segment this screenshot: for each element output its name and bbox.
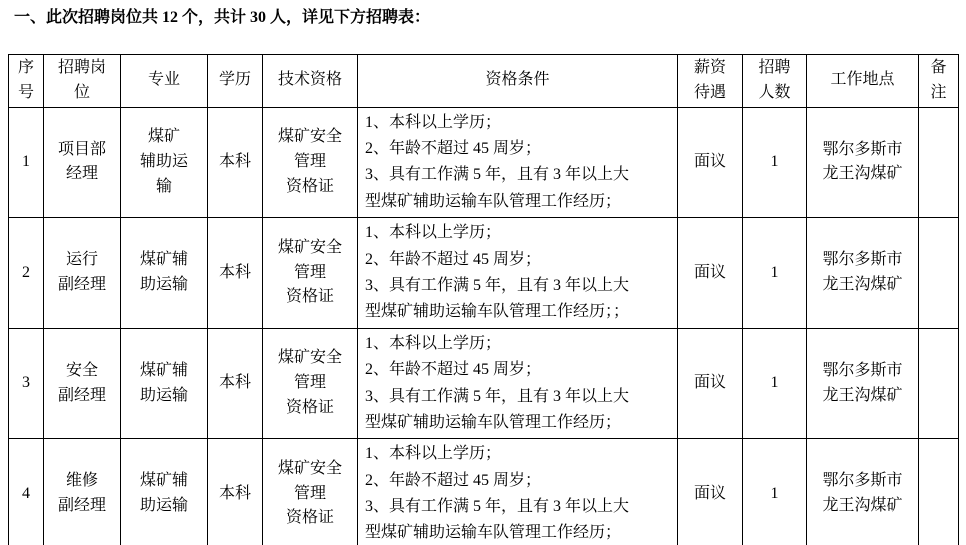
cell-tech-cert: 煤矿安全 管理 资格证: [263, 218, 358, 329]
cell-major: 煤矿辅 助运输: [121, 439, 208, 545]
cell-headcount: 1: [743, 218, 807, 329]
cell-salary: 面议: [678, 218, 743, 329]
col-header-education: 学历: [208, 55, 263, 108]
cell-tech-cert: 煤矿安全 管理 资格证: [263, 328, 358, 439]
col-header-location: 工作地点: [807, 55, 919, 108]
recruitment-table: [8, 54, 959, 545]
table-row-3: [9, 328, 959, 439]
cell-salary: 面议: [678, 107, 743, 218]
col-header-major: 专业: [121, 55, 208, 108]
cell-location: 鄂尔多斯市 龙王沟煤矿: [807, 107, 919, 218]
table-header-row: [9, 55, 959, 108]
cell-education: 本科: [208, 439, 263, 545]
cell-requirements: 1、本科以上学历； 2、年龄不超过 45 周岁； 3、具有工作满 5 年，且有 3 年以上大 型煤矿辅助运输车队管理工作经历；: [358, 328, 678, 439]
cell-position: 维修 副经理: [44, 439, 121, 545]
page-title: 一、此次招聘岗位共 12 个，共计 30 人，详见下方招聘表：: [14, 9, 431, 26]
cell-notes: [919, 107, 959, 218]
cell-salary: 面议: [678, 328, 743, 439]
cell-index: 3: [9, 328, 44, 439]
cell-tech-cert: 煤矿安全 管理 资格证: [263, 439, 358, 545]
table-row-1: [9, 107, 959, 218]
cell-position: 运行 副经理: [44, 218, 121, 329]
col-header-position: 招聘岗 位: [44, 55, 121, 108]
col-header-requirements: 资格条件: [358, 55, 678, 108]
cell-headcount: 1: [743, 107, 807, 218]
cell-index: 2: [9, 218, 44, 329]
col-header-tech-cert: 技术资格: [263, 55, 358, 108]
cell-index: 4: [9, 439, 44, 545]
cell-location: 鄂尔多斯市 龙王沟煤矿: [807, 439, 919, 545]
cell-headcount: 1: [743, 328, 807, 439]
col-header-headcount: 招聘 人数: [743, 55, 807, 108]
cell-salary: 面议: [678, 439, 743, 545]
table-row-4: [9, 439, 959, 545]
table-row-2: [9, 218, 959, 329]
cell-notes: [919, 328, 959, 439]
cell-education: 本科: [208, 107, 263, 218]
cell-position: 安全 副经理: [44, 328, 121, 439]
cell-tech-cert: 煤矿安全 管理 资格证: [263, 107, 358, 218]
cell-notes: [919, 218, 959, 329]
cell-requirements: 1、本科以上学历； 2、年龄不超过 45 周岁； 3、具有工作满 5 年，且有 3 年以上大 型煤矿辅助运输车队管理工作经历；: [358, 107, 678, 218]
cell-position: 项目部 经理: [44, 107, 121, 218]
cell-location: 鄂尔多斯市 龙王沟煤矿: [807, 328, 919, 439]
cell-headcount: 1: [743, 439, 807, 545]
cell-major: 煤矿辅 助运输: [121, 218, 208, 329]
cell-index: 1: [9, 107, 44, 218]
cell-major: 煤矿 辅助运 输: [121, 107, 208, 218]
cell-notes: [919, 439, 959, 545]
col-header-salary: 薪资 待遇: [678, 55, 743, 108]
cell-education: 本科: [208, 328, 263, 439]
col-header-index: 序 号: [9, 55, 44, 108]
col-header-notes: 备 注: [919, 55, 959, 108]
cell-education: 本科: [208, 218, 263, 329]
cell-requirements: 1、本科以上学历； 2、年龄不超过 45 周岁； 3、具有工作满 5 年，且有 3 年以上大 型煤矿辅助运输车队管理工作经历；: [358, 439, 678, 545]
cell-location: 鄂尔多斯市 龙王沟煤矿: [807, 218, 919, 329]
cell-major: 煤矿辅 助运输: [121, 328, 208, 439]
cell-requirements: 1、本科以上学历； 2、年龄不超过 45 周岁； 3、具有工作满 5 年，且有 3 年以上大 型煤矿辅助运输车队管理工作经历；；: [358, 218, 678, 329]
